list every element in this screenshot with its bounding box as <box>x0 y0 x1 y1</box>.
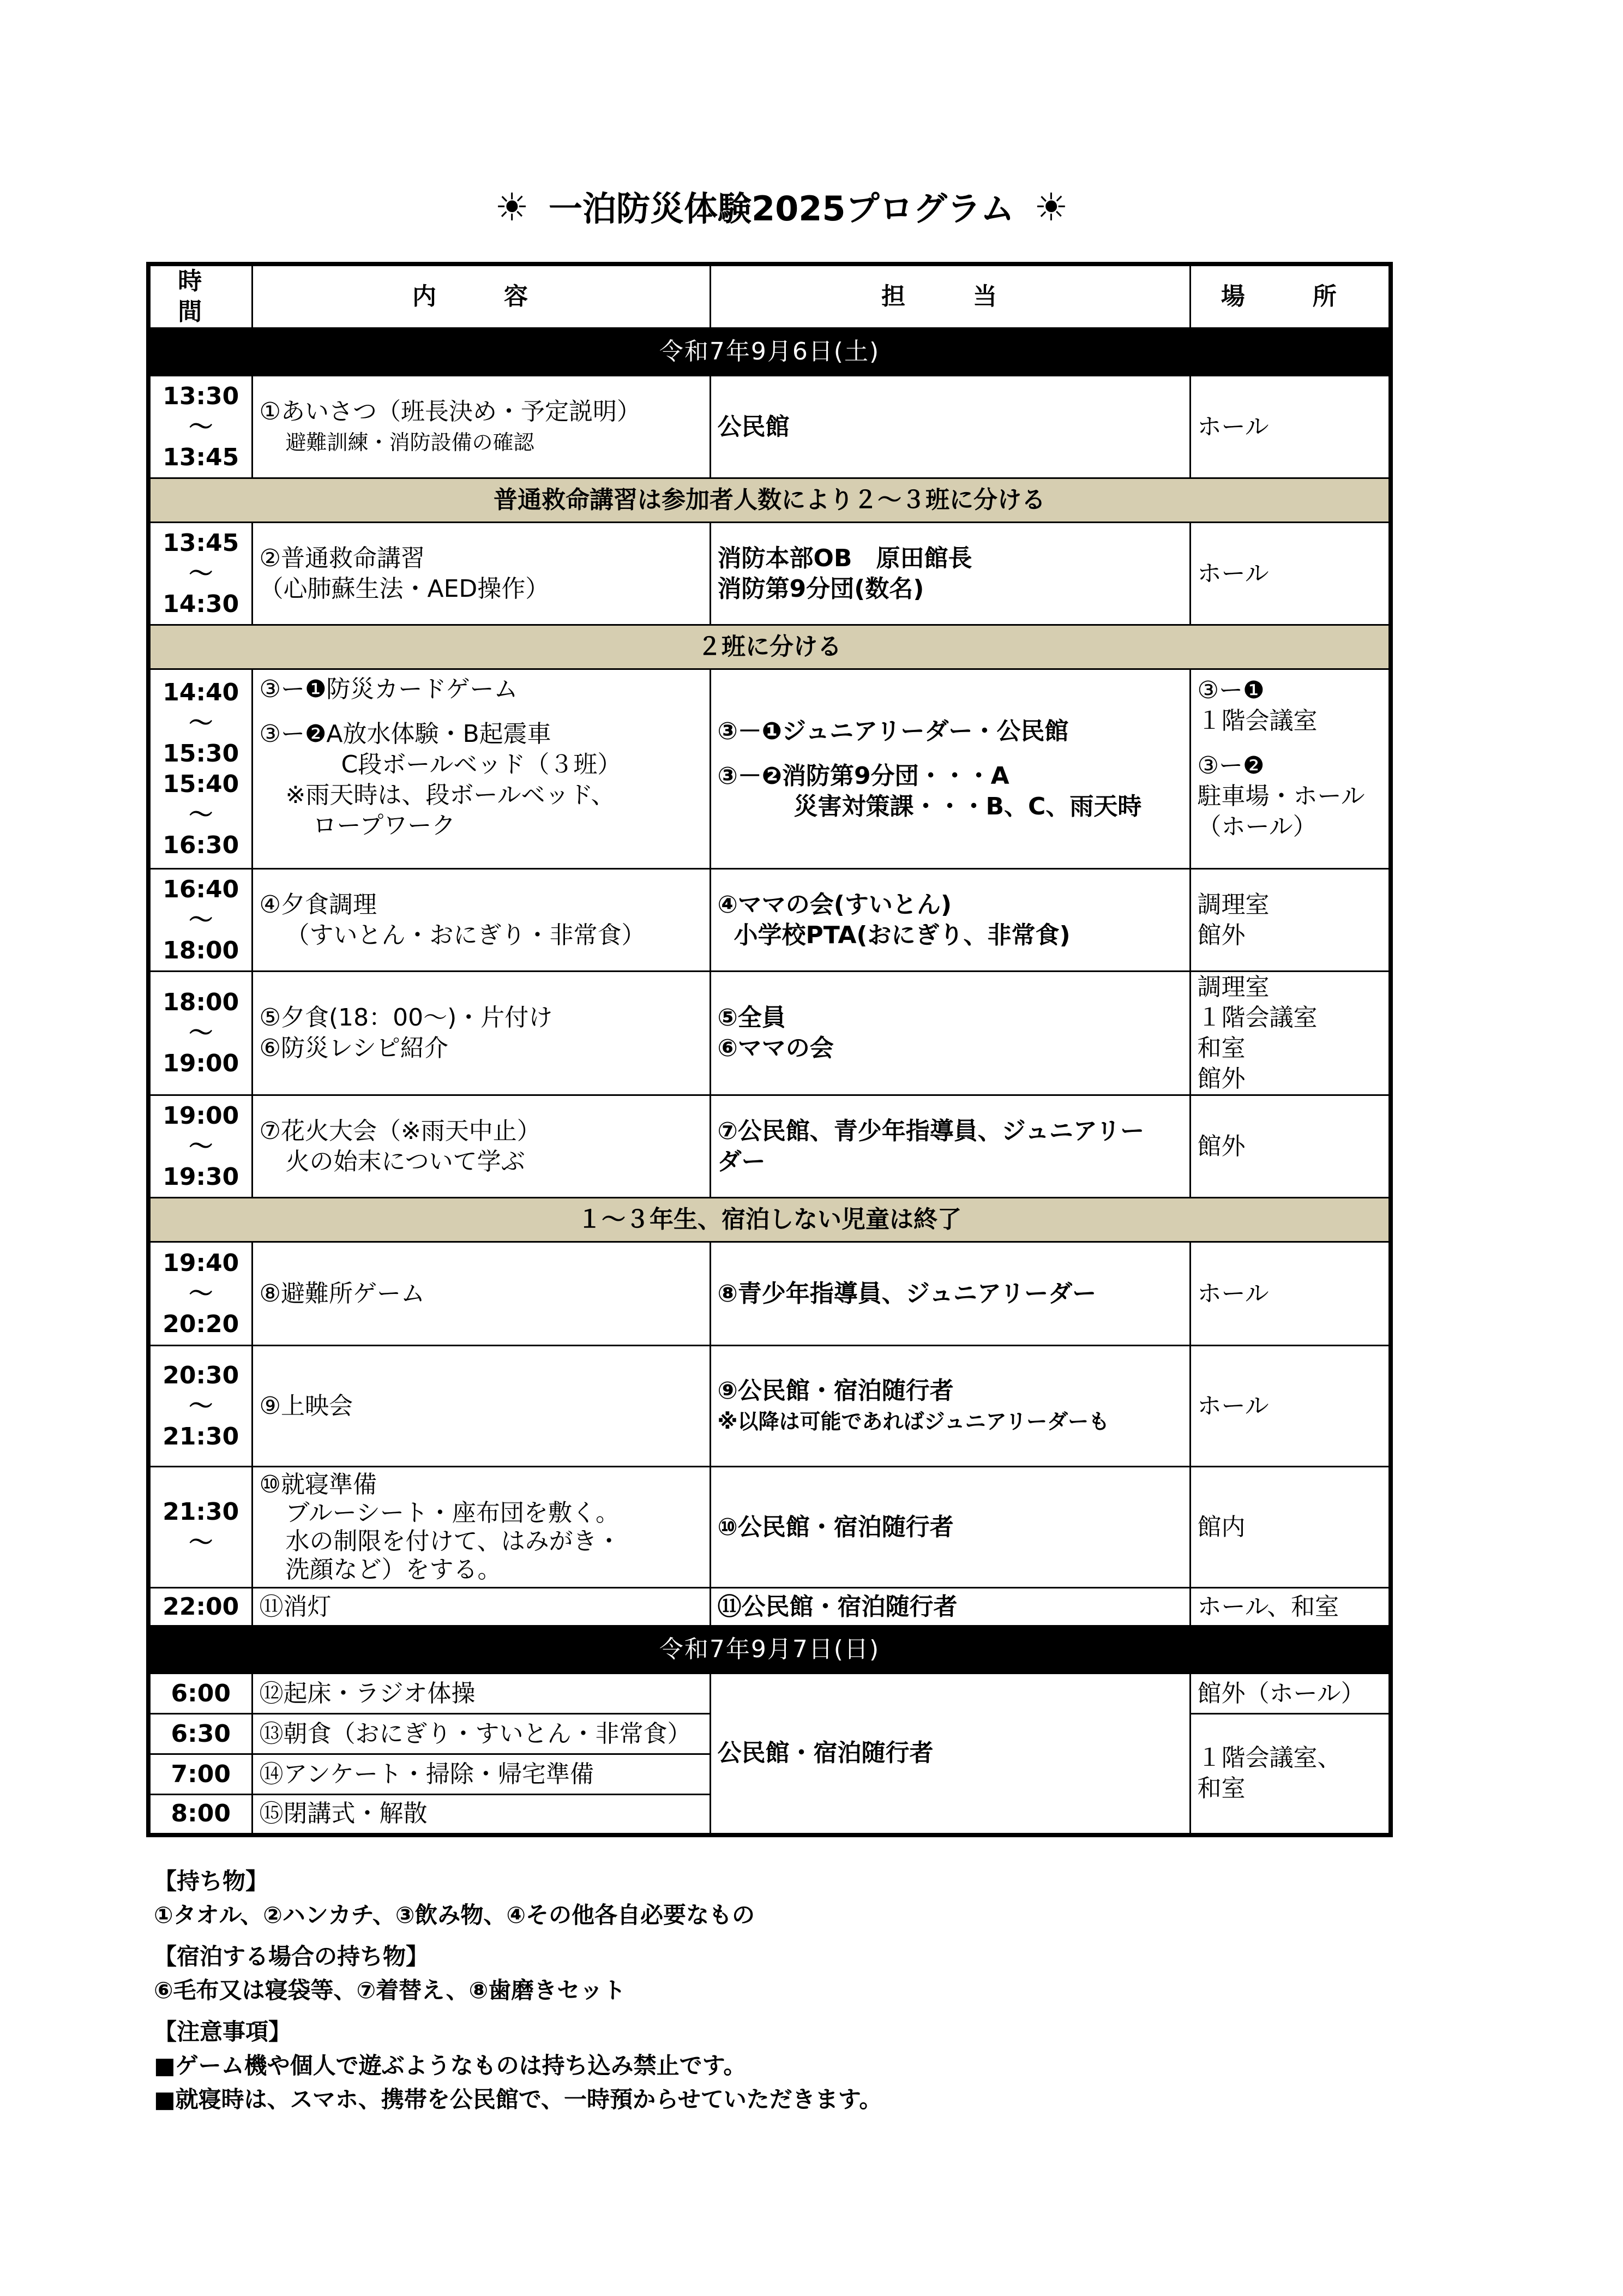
time-text: 14:40 <box>163 678 239 706</box>
place-text: ホール <box>1197 412 1269 441</box>
content-text: ③ー❶防災カードゲーム <box>259 675 518 703</box>
table-row <box>148 523 1391 625</box>
header-place: 場 所 <box>1190 264 1391 328</box>
place-cell <box>1190 972 1391 1095</box>
staff-text: ⑧青少年指導員、ジュニアリーダー <box>717 1279 1097 1308</box>
header-time: 時 間 <box>148 264 252 328</box>
time-text: 13:45 <box>163 443 239 471</box>
staff-text: ⑥ママの会 <box>717 1034 834 1062</box>
content-text: 避難訓練・消防設備の確認 <box>285 430 534 454</box>
time-text: 22:00 <box>163 1592 239 1621</box>
staff-text: 公民館 <box>717 412 790 441</box>
content-text: ロープワーク <box>312 812 456 840</box>
time-text: 16:40 <box>163 875 239 903</box>
place-cell <box>1190 376 1391 478</box>
staff-text: ⑩公民館・宿泊随行者 <box>717 1513 954 1541</box>
content-cell: ⑮閉講式・解散 <box>252 1795 710 1835</box>
staff-text: 災害対策課・・・B、C、雨天時 <box>794 792 1142 820</box>
time-text: ～ <box>189 559 213 588</box>
staff-cell <box>710 1346 1190 1467</box>
content-cell: ⑬朝食（おにぎり・すいとん・非常食） <box>252 1714 710 1754</box>
place-text: 館外 <box>1197 921 1246 949</box>
place-cell <box>1190 1346 1391 1467</box>
place-text: ホール、和室 <box>1197 1592 1339 1621</box>
place-cell <box>1190 1242 1391 1346</box>
content-text: （すいとん・おにぎり・非常食） <box>285 921 646 949</box>
content-text: ①あいさつ（班長決め・予定説明） <box>259 397 641 425</box>
place-text: 和室 <box>1197 1775 1246 1803</box>
day1-label: 令和7年9月6日(土) <box>148 328 1391 376</box>
content-text: 水の制限を付けて、はみがき・ <box>285 1527 621 1555</box>
program-table <box>146 262 1393 1837</box>
time-text: 13:45 <box>163 529 239 557</box>
staff-text: ※以降は可能であればジュニアリーダーも <box>717 1409 1110 1434</box>
staff-cell <box>710 523 1190 625</box>
staff-cell: 公民館・宿泊随行者 <box>710 1674 1190 1835</box>
time-text: 14:30 <box>163 590 239 618</box>
table-row <box>148 669 1391 869</box>
place-text: １階会議室 <box>1197 1004 1318 1032</box>
time-text: ～ <box>189 800 213 829</box>
content-text: 火の始末について学ぶ <box>285 1147 525 1176</box>
place-cell <box>1190 1714 1391 1835</box>
staff-cell <box>710 376 1190 478</box>
content-text: ③ー❷A放水体験・B起震車 <box>259 720 551 748</box>
time-cell <box>148 1346 252 1467</box>
time-text: 20:20 <box>163 1310 239 1338</box>
sun-icon: ☀ <box>1033 185 1068 230</box>
title-text: 一泊防災体験2025プログラム <box>549 189 1014 229</box>
place-text: ホール <box>1197 1392 1269 1420</box>
place-cell <box>1190 669 1391 869</box>
time-cell <box>148 1095 252 1198</box>
time-text: 18:00 <box>163 936 239 964</box>
content-cell <box>252 1242 710 1346</box>
staff-cell <box>710 869 1190 972</box>
content-text: ⑥防災レシピ紹介 <box>259 1034 448 1062</box>
content-cell <box>252 669 710 869</box>
table-row <box>148 1588 1391 1626</box>
staff-text: ⑦公民館、青少年指導員、ジュニアリー <box>717 1117 1145 1145</box>
time-text: ～ <box>189 1279 213 1308</box>
time-text: ～ <box>189 906 213 934</box>
content-cell: ⑫起床・ラジオ体操 <box>252 1674 710 1714</box>
staff-cell <box>710 1242 1190 1346</box>
note-text: 普通救命講習は参加者人数により２～３班に分ける <box>148 478 1391 523</box>
staff-cell <box>710 1588 1190 1626</box>
place-text: ホール <box>1197 1279 1269 1308</box>
content-cell <box>252 1346 710 1467</box>
place-text: 館内 <box>1197 1513 1246 1541</box>
time-cell <box>148 376 252 478</box>
overnight-text: ⑥毛布又は寝袋等、⑦着替え、⑧歯磨きセット <box>154 1977 626 2004</box>
content-text: ブルーシート・座布団を敷く。 <box>285 1498 620 1527</box>
place-cell <box>1190 1467 1391 1588</box>
table-row <box>148 1242 1391 1346</box>
belongings-text: ①タオル、②ハンカチ、③飲み物、④その他各自必要なもの <box>154 1902 755 1928</box>
time-cell <box>148 1588 252 1626</box>
table-row <box>148 376 1391 478</box>
time-text: ～ <box>189 709 213 737</box>
staff-text: ⑪公民館・宿泊随行者 <box>717 1592 958 1621</box>
content-text: ⑨上映会 <box>259 1392 353 1420</box>
time-cell <box>148 869 252 972</box>
cautions-heading: 【注意事項】 <box>154 2018 292 2045</box>
content-cell <box>252 523 710 625</box>
content-text: ⑪消灯 <box>259 1592 332 1621</box>
place-cell <box>1190 1588 1391 1626</box>
content-text: ※雨天時は、段ボールベッド、 <box>285 781 615 809</box>
time-text: 15:40 <box>163 770 239 798</box>
time-text: 19:30 <box>163 1162 239 1191</box>
place-text: 館外 <box>1197 1132 1246 1160</box>
time-text: ～ <box>189 412 213 441</box>
note-row <box>148 478 1391 523</box>
note-row <box>148 1198 1391 1242</box>
staff-text: 小学校PTA(おにぎり、非常食) <box>734 921 1071 949</box>
place-cell <box>1190 869 1391 972</box>
content-cell <box>252 1467 710 1588</box>
place-text: 調理室 <box>1197 973 1270 1001</box>
place-text: ホール <box>1197 559 1269 588</box>
page-title <box>0 180 1563 236</box>
content-cell <box>252 869 710 972</box>
place-cell: 館外（ホール） <box>1190 1674 1391 1714</box>
time-text: 19:00 <box>163 1101 239 1130</box>
staff-text: ⑤全員 <box>717 1004 786 1032</box>
header-content: 内 容 <box>252 264 710 328</box>
time-text: 21:30 <box>163 1422 239 1450</box>
time-text: ～ <box>189 1019 213 1047</box>
time-cell: 6:00 <box>148 1674 252 1714</box>
staff-text: ③－❶ジュニアリーダー・公民館 <box>717 717 1069 745</box>
staff-cell <box>710 669 1190 869</box>
staff-text: ③－❷消防第9分団・・・A <box>717 762 1009 790</box>
time-cell <box>148 972 252 1095</box>
content-cell <box>252 376 710 478</box>
place-text: １階会議室、 <box>1197 1744 1342 1772</box>
time-cell <box>148 669 252 869</box>
place-text: ③ー❷ <box>1197 752 1265 780</box>
content-text: （心肺蘇生法・AED操作） <box>259 574 550 603</box>
time-text: 15:30 <box>163 739 239 768</box>
table-row <box>148 1095 1391 1198</box>
content-text: ⑦花火大会（※雨天中止） <box>259 1117 541 1145</box>
content-text: C段ボールベッド（３班） <box>341 751 622 778</box>
time-text: 20:30 <box>163 1361 239 1389</box>
time-cell <box>148 1467 252 1588</box>
content-cell: ⑭アンケート・掃除・帰宅準備 <box>252 1754 710 1795</box>
staff-text: ④ママの会(すいとん) <box>717 890 952 919</box>
content-cell <box>252 1095 710 1198</box>
time-cell <box>148 1242 252 1346</box>
content-text: ②普通救命講習 <box>259 544 425 572</box>
content-text: 洗顔など）をする。 <box>285 1555 502 1584</box>
place-cell <box>1190 523 1391 625</box>
time-text: 21:30 <box>163 1497 239 1526</box>
content-text: ⑤夕食(18：00～)・片付け <box>259 1004 553 1032</box>
sun-icon: ☀ <box>495 185 530 230</box>
time-cell <box>148 523 252 625</box>
time-text: ～ <box>189 1132 213 1160</box>
time-text: 19:00 <box>163 1050 239 1077</box>
staff-text: 消防本部OB 原田館長 <box>717 544 972 572</box>
day-row <box>148 1626 1391 1674</box>
table-row <box>148 869 1391 972</box>
staff-cell <box>710 1467 1190 1588</box>
place-cell <box>1190 1095 1391 1198</box>
table-row <box>148 1674 1391 1714</box>
notes-section <box>154 1865 1463 2117</box>
content-text: ⑩就寝準備 <box>259 1470 377 1498</box>
overnight-heading: 【宿泊する場合の持ち物】 <box>154 1943 429 1970</box>
staff-text: ⑨公民館・宿泊随行者 <box>717 1376 954 1405</box>
header-row <box>148 264 1391 328</box>
time-text: 13:30 <box>163 382 239 410</box>
staff-cell <box>710 972 1190 1095</box>
content-text: ④夕食調理 <box>259 890 377 919</box>
place-text: 調理室 <box>1197 890 1270 919</box>
place-text: 和室 <box>1197 1034 1246 1062</box>
place-text: （ホール） <box>1197 813 1317 841</box>
time-text: 16:30 <box>163 831 239 859</box>
time-cell: 8:00 <box>148 1795 252 1835</box>
staff-text: ダー <box>717 1147 766 1176</box>
content-cell <box>252 1588 710 1626</box>
time-text: 18:00 <box>163 988 239 1016</box>
place-text: ③ー❶ <box>1197 676 1265 704</box>
time-text: 19:40 <box>163 1249 239 1277</box>
place-text: 館外 <box>1197 1065 1246 1093</box>
time-text: ～ <box>189 1528 213 1556</box>
table-row <box>148 972 1391 1095</box>
table-row <box>148 1467 1391 1588</box>
place-text: １階会議室 <box>1197 707 1318 735</box>
content-cell <box>252 972 710 1095</box>
staff-cell <box>710 1095 1190 1198</box>
note-row <box>148 625 1391 669</box>
caution-text: ■ゲーム機や個人で遊ぶようなものは持ち込み禁止です。 <box>154 2052 747 2079</box>
header-staff: 担 当 <box>710 264 1190 328</box>
note-text: １～３年生、宿泊しない児童は終了 <box>148 1198 1391 1242</box>
content-text: ⑧避難所ゲーム <box>259 1279 425 1308</box>
place-text: 駐車場・ホール <box>1197 782 1365 810</box>
time-text: ～ <box>189 1392 213 1420</box>
day-row <box>148 328 1391 376</box>
staff-text: 消防第9分団(数名) <box>717 574 924 603</box>
day2-label: 令和7年9月7日(日) <box>148 1626 1391 1674</box>
time-cell: 7:00 <box>148 1754 252 1795</box>
time-cell: 6:30 <box>148 1714 252 1754</box>
belongings-heading: 【持ち物】 <box>154 1868 269 1895</box>
table-row <box>148 1346 1391 1467</box>
note-text: ２班に分ける <box>148 625 1391 669</box>
caution-text: ■就寝時は、スマホ、携帯を公民館で、一時預からせていただきます。 <box>154 2086 882 2113</box>
